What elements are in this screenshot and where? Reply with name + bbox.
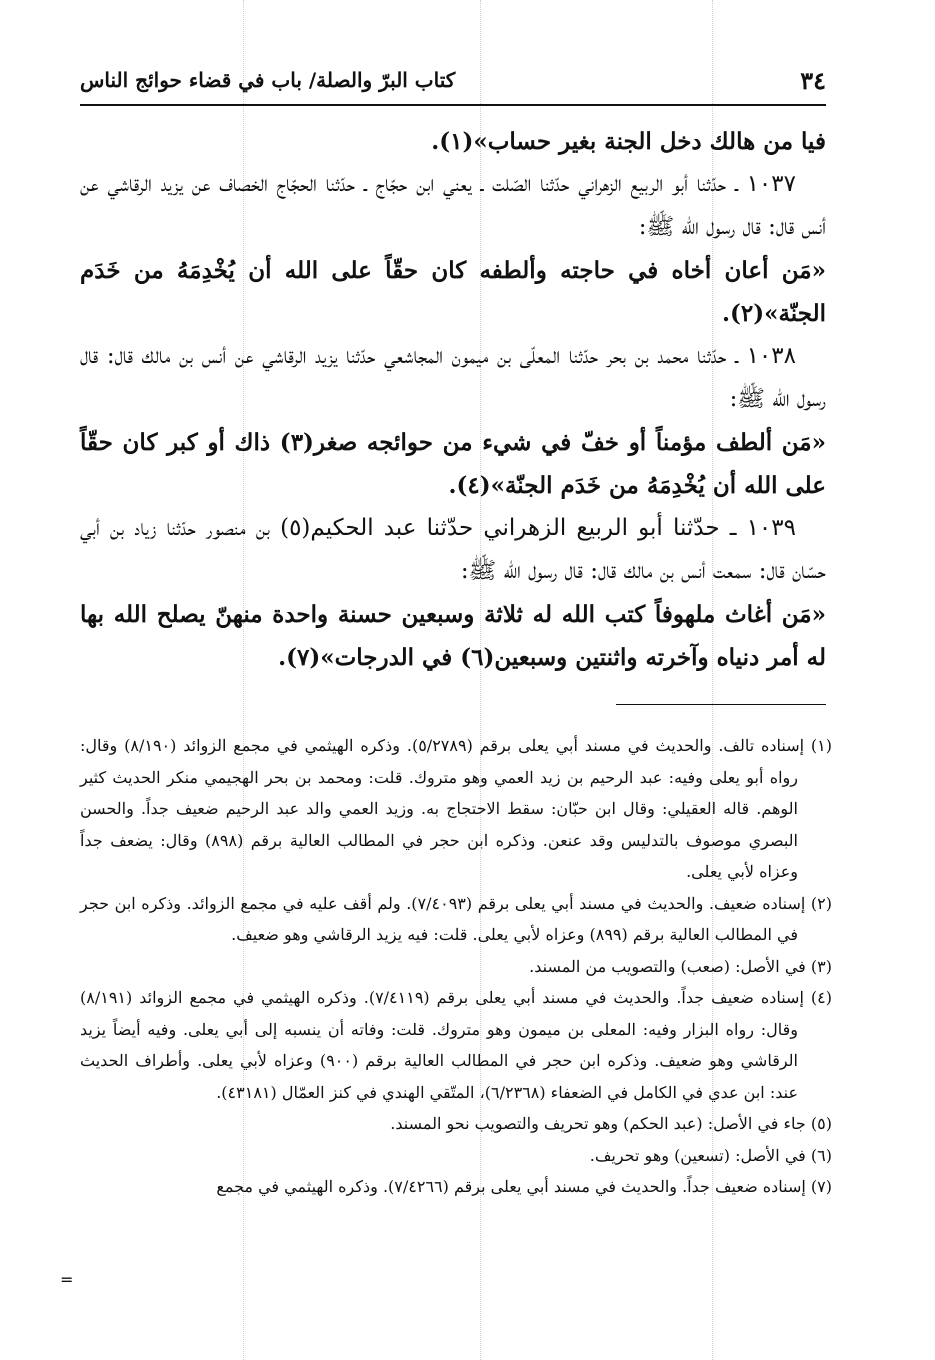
footnote: (٣) في الأصل: (صعب) والتصويب من المسند. <box>529 956 832 976</box>
footnote: (٢) إسناده ضعيف. والحديث في مسند أبي يعلى برقم (٧/٤٠٩٣). ولم أقف عليه في مجمع الزوائد. وذكره ابن حجر في المطالب العالية برقم (٨٩٩) وعزاه لأبي يعلى. قلت: فيه يزيد الرقاشي وهو ضعيف. <box>80 893 832 944</box>
isnad-paragraph: ١٠٣٩ ـ حدّثنا أبو الربيع الزهراني حدّثنا عبد الحكيم(٥) بن منصور حدّثنا زياد بن أبي حسّان قال: سمعت أنس بن مالك قال: قال رسول الله ﷺ: <box>80 515 826 584</box>
hadith-text: فيا من هالك دخل الجنة بغير حساب»(١). <box>431 128 826 155</box>
footnote-separator <box>616 704 826 705</box>
footnote: (٦) في الأصل: (تسعين) وهو تحريف. <box>589 1145 832 1165</box>
isnad-paragraph: ١٠٣٧ ـ حدّثنا أبو الربيع الزهراني حدّثنا الصّلت ـ يعني ابن حجّاج ـ حدّثنا الحجّاج الخصاف عن يزيد الرقاشي عن أنس قال: قال رسول الله ﷺ: <box>80 171 826 240</box>
hadith-text: «مَن ألطف مؤمناً أو خفّ في شيء من حوائجه صغر(٣) ذاك أو كبر كان حقّاً على الله أن يُخْدِمَهُ من خَدَم الجنّة»(٤). <box>80 429 826 499</box>
footnote: (٤) إسناده ضعيف جداً. والحديث في مسند أبي يعلى برقم (٧/٤١١٩). وذكره الهيثمي في مجمع الزوائد (٨/١٩١) وقال: رواه البزار وفيه: المعلى بن ميمون وهو متروك. قلت: وفاته أن ينسبه إلى أبي يعلى. وفيه أيضاً يزيد الرقاشي وهو ضعيف. وذكره ابن حجر في المطالب العالية برقم (٩٠٠) وعزاه لأبي يعلى. وأطراف الحديث عند: ابن عدي في الكامل في الضعفاء (٦/٢٣٦٨)، المتّقي الهندي في كنز العمّال (٤٣١٨١). <box>80 988 832 1102</box>
running-header <box>80 62 826 106</box>
footnotes <box>80 730 832 1203</box>
continuation-mark: = <box>60 1270 74 1289</box>
hadith-text: «مَن أعان أخاه في حاجته وألطفه كان حقّاً على الله أن يُخْدِمَهُ من خَدَم الجنّة»(٢). <box>80 257 826 327</box>
footnote: (١) إسناده تالف. والحديث في مسند أبي يعلى برقم (٥/٢٧٨٩). وذكره الهيثمي في مجمع الزوائد (٨/١٩٠) وقال: رواه أبو يعلى وفيه: عبد الرحيم بن زيد العمي وهو متروك. قلت: ومحمد بن بحر الهجيمي منكر الحديث كثير الوهم. قاله العقيلي: وقال ابن حبّان: سقط الاحتجاج به. وزيد العمي والد عبد الرحيم ضعيف جداً. والحسن البصري موصوف بالتدليس وقد عنعن. وذكره ابن حجر في المطالب العالية برقم (٨٩٨) وقال: يضعف جداً وعزاه لأبي يعلى. <box>80 736 833 881</box>
isnad-paragraph: ١٠٣٨ ـ حدّثنا محمد بن بحر حدّثنا المعلّى بن ميمون المجاشعي حدّثنا يزيد الرقاشي عن أنس بن مالك قال: قال رسول الله ﷺ: <box>80 343 826 412</box>
footnote: (٥) جاء في الأصل: (عبد الحكم) وهو تحريف والتصويب نحو المسند. <box>390 1114 832 1133</box>
header-divider <box>80 104 826 106</box>
page-number: ٣٤ <box>800 66 826 95</box>
hadith-text: «مَن أغاث ملهوفاً كتب الله له ثلاثة وسبعين حسنة واحدة منهنّ يصلح الله بها له أمر دنياه وآخرته واثنتين وسبعين(٦) في الدرجات»(٧). <box>80 601 826 671</box>
main-text <box>80 120 826 679</box>
footnote: (٧) إسناده ضعيف جداً. والحديث في مسند أبي يعلى برقم (٧/٤٢٦٦). وذكره الهيثمي في مجمع <box>216 1177 832 1196</box>
running-title: كتاب البرّ والصلة/ باب في قضاء حوائج الناس <box>80 68 456 92</box>
